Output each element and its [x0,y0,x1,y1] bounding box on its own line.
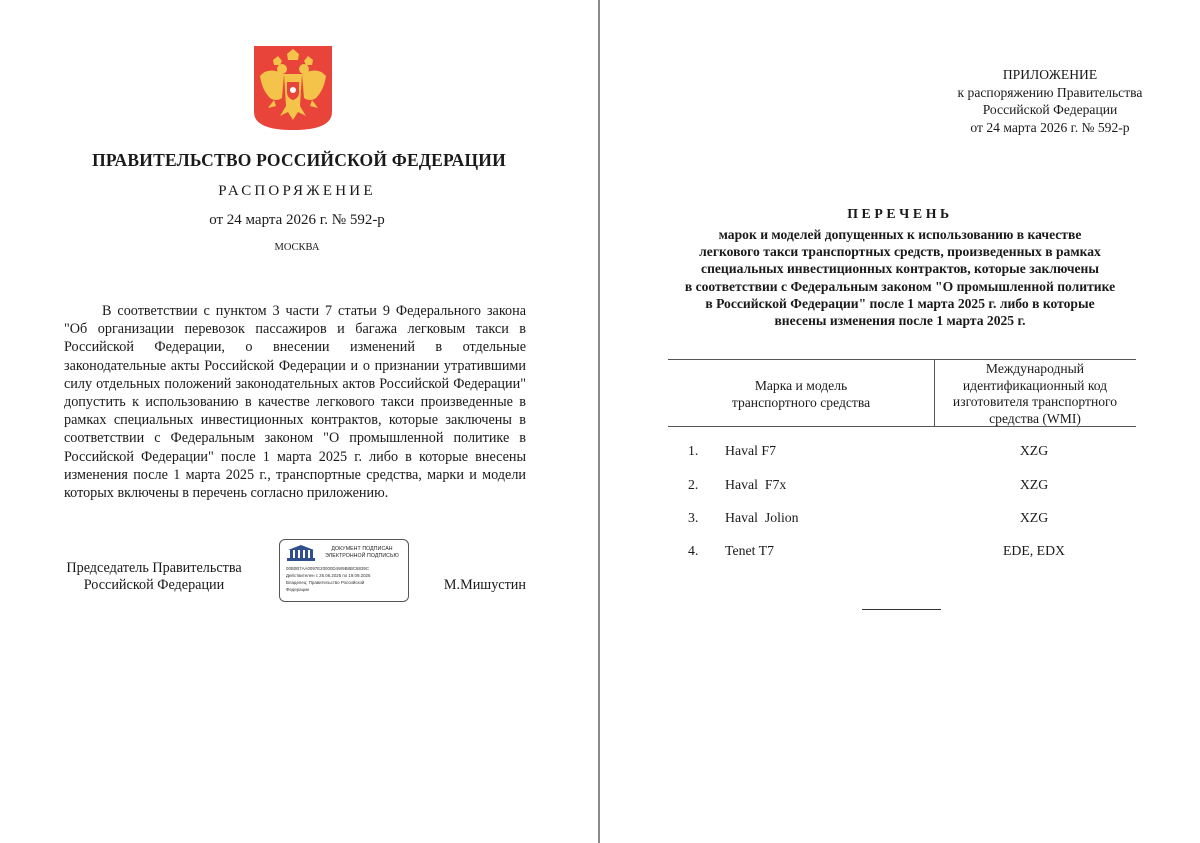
table-column-divider [934,359,935,426]
row-model: Haval F7 [725,443,776,458]
header-line: идентификационный код [962,377,1108,393]
signer-name: М.Мишустин [443,577,526,593]
row-wmi: XZG [1019,443,1049,458]
list-subtitle [660,226,1140,329]
row-wmi: EDE, EDX [1002,543,1066,558]
row-number: 1. [688,443,699,458]
subtitle-line: в Российской Федерации" после 1 марта 2025 г. либо в которые [705,295,1095,311]
subtitle-line: внесены изменения после 1 марта 2025 г. [774,313,1026,329]
government-title: ПРАВИТЕЛЬСТВО РОССИЙСКОЙ ФЕДЕРАЦИИ [92,150,506,170]
row-wmi: XZG [1019,510,1049,525]
row-wmi: XZG [1019,477,1049,492]
stamp-heading [318,546,406,560]
table-row [668,477,1136,497]
table-row [668,510,1136,530]
header-line: Международный [985,361,1085,376]
table-header-wmi [936,361,1134,427]
coat-of-arms-emblem [254,46,332,130]
row-number: 2. [688,477,699,492]
table-row [668,443,1136,463]
subtitle-line: легкового такси транспортных средств, произведенных в рамках [699,244,1101,260]
signer-title-line: Российской Федерации [83,577,225,593]
header-line: Марка и модель [754,378,848,393]
row-model: Haval Jolion [725,510,799,525]
appendix-header [920,66,1180,136]
table-top-rule [668,359,1136,360]
stamp-heading-line: ЭЛЕКТРОННОЙ ПОДПИСЬЮ [325,553,399,559]
subtitle-line: в соответствии с Федеральным законом "О промышленной политике [684,278,1116,294]
stamp-owner: Владелец: Правительство Российской [286,580,365,585]
signer-title [64,560,244,594]
stamp-owner-cont: Федерации [286,587,309,592]
document-city: МОСКВА [274,242,320,253]
decree-body [64,302,526,502]
appendix-date: от 24 марта 2026 г. № 592-р [970,119,1130,135]
header-line: транспортного средства [731,394,871,410]
stamp-certificate-id: 00B0B7AA0097E20000D4W9B8BC8839C [286,566,369,571]
table-row [668,543,1136,563]
stamp-validity: Действителен с 26.06.2025 по 19.09.2026 [286,573,371,578]
header-line: средства (WMI) [989,410,1081,426]
signer-title-line: Председатель Правительства [66,560,242,576]
appendix-reference: Российской Федерации [982,102,1118,117]
appendix-label: ПРИЛОЖЕНИЕ [1002,67,1098,82]
decree-page [0,0,598,843]
government-building-icon [286,544,316,562]
end-of-list-rule [862,609,941,610]
appendix-reference: к распоряжению Правительства [957,84,1143,100]
subtitle-line: марок и моделей допущенных к использованию в качестве [718,227,1082,242]
electronic-signature-stamp [279,539,409,602]
stamp-heading-line: ДОКУМЕНТ ПОДПИСАН [331,546,393,552]
table-header-model [670,378,932,411]
document-type: РАСПОРЯЖЕНИЕ [218,183,376,199]
subtitle-line: специальных инвестиционных контрактов, которые заключены [701,261,1099,277]
header-line: изготовителя транспортного [952,394,1118,409]
row-number: 3. [688,510,699,525]
list-title: ПЕРЕЧЕНЬ [847,206,953,221]
row-model: Tenet T7 [725,543,774,558]
row-number: 4. [688,543,699,558]
row-model: Haval F7x [725,477,787,492]
document-date: от 24 марта 2026 г. № 592-р [209,212,385,228]
decree-paragraph: В соответствии с пунктом 3 части 7 статьи 9 Федерального закона "Об организации перевозок пассажиров и багажа легковым такси в Российской Федерации, о внесении изменений в отдельные законодательные акты Российской Федерации и о признании утратившими силу отдельных положений законодательных актов Российской Федерации" допустить к использованию в качестве легкового такси произведенные в рамках специальных инвестиционных контрактов, которые заключены в соответствии с Федеральным законом "О промышленной политике в Российской Федерации" после 1 марта 2025 г. либо в которые внесены изменения после 1 марта 2025 г., транспортные средства, марки и модели которых включены в перечень согласно приложению. [64,303,526,502]
